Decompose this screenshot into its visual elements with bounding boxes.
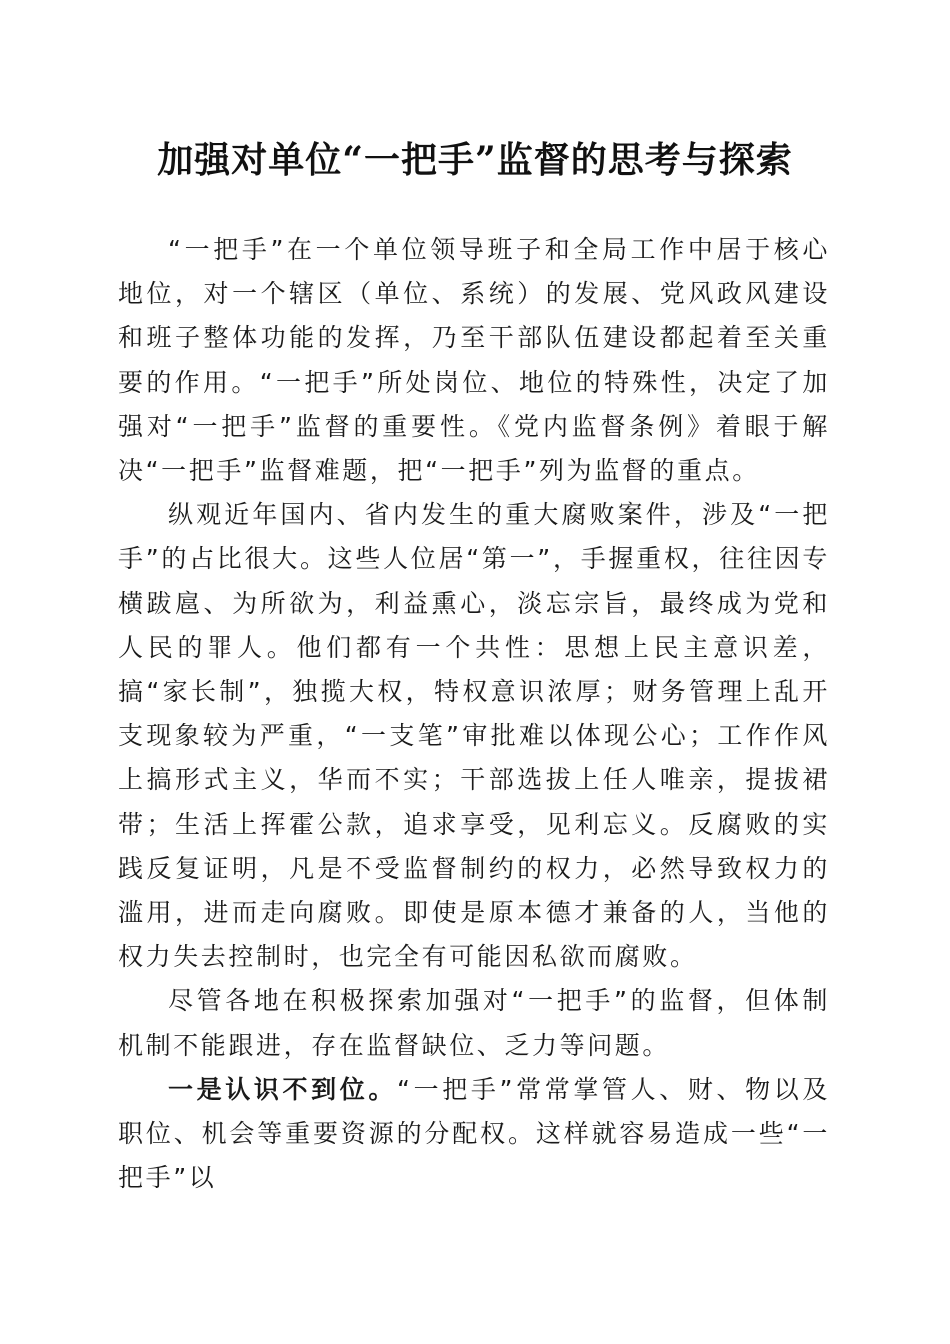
- paragraph-text: 尽管各地在积极探索加强对“一把手”的监督，但体制机制不能跟进，存在监督缺位、乏力等问题。: [118, 986, 830, 1060]
- paragraph-1: [118, 228, 830, 493]
- paragraph-text: “一把手”常常掌管人、财、物以及职位、机会等重要资源的分配权。这样就容易造成一些“一把手”以: [118, 1074, 830, 1193]
- document-body: [118, 228, 830, 1200]
- paragraph-4: [118, 1068, 830, 1201]
- paragraph-lead: 一是认识不到位。: [168, 1074, 398, 1104]
- paragraph-text: “一把手”在一个单位领导班子和全局工作中居于核心地位，对一个辖区（单位、系统）的发展、党风政风建设和班子整体功能的发挥，乃至干部队伍建设都起着至关重要的作用。“一把手”所处岗位、地位的特殊性，决定了加强对“一把手”监督的重要性。《党内监督条例》着眼于解决“一把手”监督难题，把“一把手”列为监督的重点。: [118, 235, 830, 486]
- paragraph-2: [118, 493, 830, 979]
- paragraph-text: 纵观近年国内、省内发生的重大腐败案件，涉及“一把手”的占比很大。这些人位居“第一”，手握重权，往往因专横跋扈、为所欲为，利益熏心，淡忘宗旨，最终成为党和人民的罪人。他们都有一个共性：思想上民主意识差，搞“家长制”，独揽大权，特权意识浓厚；财务管理上乱开支现象较为严重，“一支笔”审批难以体现公心；工作作风上搞形式主义，华而不实；干部选拔上任人唯亲，提拔裙带；生活上挥霍公款，追求享受，见利忘义。反腐败的实践反复证明，凡是不受监督制约的权力，必然导致权力的滥用，进而走向腐败。即使是原本德才兼备的人，当他的权力失去控制时，也完全有可能因私欲而腐败。: [118, 500, 830, 972]
- document-title: 加强对单位“一把手”监督的思考与探索: [157, 139, 793, 181]
- paragraph-3: [118, 979, 830, 1067]
